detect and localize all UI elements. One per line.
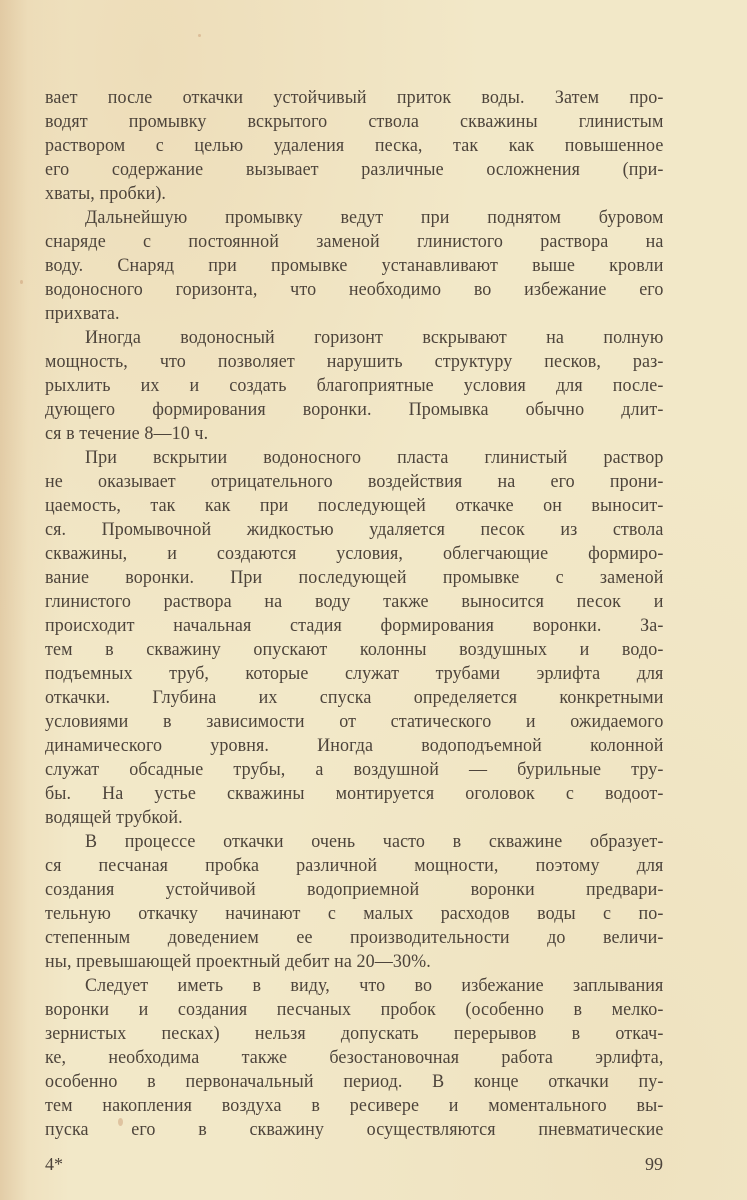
signature-mark: 4* [45,1154,63,1174]
text-line: степенным доведением ее производительности до величи- [45,927,664,948]
text-line: В процессе откачки очень часто в скважине образует- [84,831,664,852]
text-line: не оказывает отрицательного воздействия на его прони- [45,471,664,492]
text-line: зернистых песках) нельзя допускать перерывов в откач- [45,1023,664,1044]
text-line: служат обсадные трубы, а воздушной — бурильные тру- [45,759,664,780]
text-line: воду. Снаряд при промывке устанавливают выше кровли [45,255,664,276]
text-line: ны, превышающей проектный дебит на 20—30%. [45,951,431,972]
text-line: хваты, пробки). [45,183,167,204]
text-line: ке, необходима также безостановочная работа эрлифта, [45,1047,664,1068]
page-body [45,86,663,1142]
text-line: происходит начальная стадия формирования воронки. За- [45,615,664,636]
text-line: Следует иметь в виду, что во избежание заплывания [84,975,664,996]
text-line: рыхлить их и создать благоприятные условия для после- [45,375,664,396]
text-line: его содержание вызывает различные осложнения (при- [45,159,664,180]
text-line: дующего формирования воронки. Промывка обычно длит- [45,399,664,420]
paper-speck [20,280,23,284]
text-line: вает после откачки устойчивый приток воды. Затем про- [45,87,664,108]
text-line: глинистого раствора на воду также выносится песок и [45,591,664,612]
text-line: водящей трубкой. [45,807,183,828]
paper-speck [198,34,201,37]
text-line: скважины, и создаются условия, облегчающие формиро- [45,543,664,564]
text-line: ся в течение 8—10 ч. [45,423,209,444]
text-line: пуска его в скважину осуществляются пневматические [45,1119,664,1140]
page-footer [45,1152,663,1176]
text-line: Иногда водоносный горизонт вскрывают на полную [84,327,664,348]
text-line: тем накопления воздуха в ресивере и моментального вы- [45,1095,664,1116]
text-line: тельную откачку начинают с малых расходов воды с по- [45,903,664,924]
page-number: 99 [645,1154,663,1174]
text-line: тем в скважину опускают колонны воздушных и водо- [45,639,664,660]
paper-speck [118,1118,123,1126]
text-line: динамического уровня. Иногда водоподъемной колонной [45,735,664,756]
text-line: ся. Промывочной жидкостью удаляется песок из ствола [45,519,664,540]
text-line: мощность, что позволяет нарушить структуру песков, раз- [45,351,664,372]
text-line: Дальнейшую промывку ведут при поднятом буровом [84,207,664,228]
text-line: ся песчаная пробка различной мощности, поэтому для [45,855,664,876]
text-line: При вскрытии водоносного пласта глинистый раствор [84,447,664,468]
text-line: особенно в первоначальный период. В конце откачки пу- [45,1071,664,1092]
text-line: водят промывку вскрытого ствола скважины глинистым [45,111,664,132]
text-line: цаемость, так как при последующей откачке он выносит- [45,495,664,516]
text-line: раствором с целью удаления песка, так как повышенное [45,135,664,156]
text-line: воронки и создания песчаных пробок (особенно в мелко- [45,999,664,1020]
text-line: прихвата. [45,303,120,324]
text-line: водоносного горизонта, что необходимо во избежание его [45,279,664,300]
text-line: вание воронки. При последующей промывке с заменой [45,567,664,588]
text-line: снаряде с постоянной заменой глинистого раствора на [45,231,664,252]
text-line: откачки. Глубина их спуска определяется конкретными [45,687,664,708]
text-line: бы. На устье скважины монтируется оголовок с водоот- [45,783,664,804]
text-line: условиями в зависимости от статического и ожидаемого [45,711,664,732]
text-line: создания устойчивой водоприемной воронки предвари- [45,879,664,900]
text-line: подъемных труб, которые служат трубами эрлифта для [45,663,664,684]
